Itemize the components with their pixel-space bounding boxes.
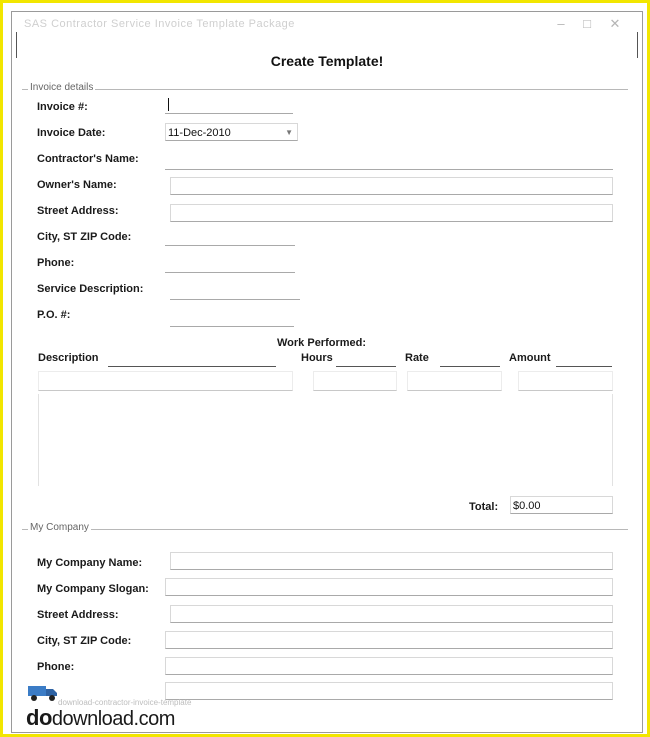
street-address-label: Street Address: bbox=[37, 205, 119, 217]
owner-name-label: Owner's Name: bbox=[37, 179, 117, 191]
column-divider bbox=[440, 366, 500, 367]
work-performed-list[interactable] bbox=[38, 394, 613, 486]
total-label: Total: bbox=[469, 501, 499, 513]
maximize-icon[interactable]: □ bbox=[583, 16, 591, 31]
truck-icon bbox=[26, 680, 60, 702]
description-cell[interactable] bbox=[38, 371, 293, 391]
owner-name-field[interactable] bbox=[170, 177, 613, 195]
minimize-icon[interactable]: – bbox=[557, 16, 565, 31]
company-slogan-field[interactable] bbox=[165, 578, 613, 596]
company-city-field[interactable] bbox=[165, 631, 613, 649]
po-number-field[interactable] bbox=[170, 309, 294, 327]
app-window bbox=[11, 11, 643, 733]
work-performed-title: Work Performed: bbox=[277, 337, 367, 349]
group-legend: My Company bbox=[30, 522, 89, 533]
column-divider bbox=[556, 366, 612, 367]
chevron-down-icon[interactable]: ▼ bbox=[285, 128, 293, 137]
company-slogan-label: My Company Slogan: bbox=[37, 583, 149, 595]
column-header-hours[interactable]: Hours bbox=[301, 352, 333, 364]
close-icon[interactable]: ✕ bbox=[609, 16, 621, 31]
column-header-rate[interactable]: Rate bbox=[405, 352, 429, 364]
title-bar[interactable] bbox=[12, 12, 642, 40]
amount-cell[interactable] bbox=[518, 371, 613, 391]
company-street-label: Street Address: bbox=[37, 609, 119, 621]
rate-cell[interactable] bbox=[407, 371, 502, 391]
invoice-date-label: Invoice Date: bbox=[37, 127, 106, 139]
invoice-number-label: Invoice #: bbox=[37, 101, 88, 113]
phone-label: Phone: bbox=[37, 257, 75, 269]
logo-prefix: do bbox=[26, 705, 52, 730]
watermark-logo bbox=[26, 705, 175, 731]
city-state-zip-label: City, ST ZIP Code: bbox=[37, 231, 132, 243]
company-name-label: My Company Name: bbox=[37, 557, 143, 569]
watermark-text: download-contractor-invoice-template bbox=[58, 698, 192, 707]
company-phone-field[interactable] bbox=[165, 657, 613, 675]
column-header-amount[interactable]: Amount bbox=[509, 352, 551, 364]
group-legend: Invoice details bbox=[30, 82, 94, 93]
page-title: Create Template! bbox=[270, 53, 384, 69]
total-value: $0.00 bbox=[513, 500, 541, 512]
po-number-label: P.O. #: bbox=[37, 309, 71, 321]
column-header-description[interactable]: Description bbox=[38, 352, 99, 364]
phone-field[interactable] bbox=[165, 255, 295, 273]
total-field bbox=[510, 496, 613, 514]
contractor-name-label: Contractor's Name: bbox=[37, 153, 139, 165]
hours-cell[interactable] bbox=[313, 371, 397, 391]
invoice-date-picker[interactable] bbox=[165, 123, 298, 141]
service-description-label: Service Description: bbox=[37, 283, 144, 295]
column-divider bbox=[108, 366, 276, 367]
contractor-name-field[interactable] bbox=[165, 152, 613, 170]
window-title: SAS Contractor Service Invoice Template Package bbox=[24, 18, 295, 30]
company-extra-field[interactable] bbox=[165, 682, 613, 700]
company-street-field[interactable] bbox=[170, 605, 613, 623]
invoice-number-field[interactable] bbox=[165, 96, 293, 114]
column-divider bbox=[336, 366, 396, 367]
city-state-zip-field[interactable] bbox=[165, 228, 295, 246]
company-city-label: City, ST ZIP Code: bbox=[37, 635, 132, 647]
company-phone-label: Phone: bbox=[37, 661, 75, 673]
invoice-date-value: 11-Dec-2010 bbox=[168, 127, 231, 139]
logo-suffix: download.com bbox=[51, 708, 175, 730]
company-name-field[interactable] bbox=[170, 552, 613, 570]
service-description-field[interactable] bbox=[170, 282, 300, 300]
street-address-field[interactable] bbox=[170, 204, 613, 222]
